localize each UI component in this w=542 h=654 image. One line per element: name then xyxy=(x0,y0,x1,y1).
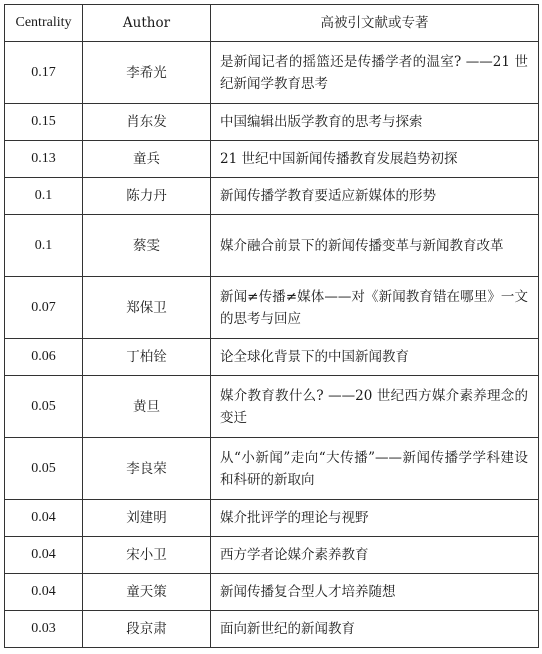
work-cell: 新闻传播复合型人才培养随想 xyxy=(211,574,539,611)
centrality-cell: 0.04 xyxy=(5,500,83,537)
table-body xyxy=(5,42,539,648)
centrality-cell: 0.1 xyxy=(5,178,83,215)
author-cell: 黄旦 xyxy=(83,376,211,438)
author-cell: 蔡雯 xyxy=(83,215,211,277)
table-row xyxy=(5,277,539,339)
centrality-cell: 0.04 xyxy=(5,574,83,611)
citation-table xyxy=(4,4,539,648)
author-cell: 宋小卫 xyxy=(83,537,211,574)
table-row xyxy=(5,42,539,104)
centrality-cell: 0.1 xyxy=(5,215,83,277)
centrality-cell: 0.13 xyxy=(5,141,83,178)
author-cell: 李良荣 xyxy=(83,438,211,500)
centrality-cell: 0.05 xyxy=(5,376,83,438)
author-cell: 陈力丹 xyxy=(83,178,211,215)
header-author: Author xyxy=(83,5,211,42)
author-cell: 丁柏铨 xyxy=(83,339,211,376)
author-cell: 童兵 xyxy=(83,141,211,178)
centrality-cell: 0.07 xyxy=(5,277,83,339)
work-cell: 从“小新闻”走向“大传播”——新闻传播学学科建设和科研的新取向 xyxy=(211,438,539,500)
centrality-cell: 0.17 xyxy=(5,42,83,104)
centrality-cell: 0.05 xyxy=(5,438,83,500)
work-cell: 面向新世纪的新闻教育 xyxy=(211,611,539,648)
work-cell: 论全球化背景下的中国新闻教育 xyxy=(211,339,539,376)
table-row xyxy=(5,104,539,141)
table-row xyxy=(5,611,539,648)
table-row xyxy=(5,376,539,438)
table-row xyxy=(5,500,539,537)
author-cell: 童天策 xyxy=(83,574,211,611)
header-centrality: Centrality xyxy=(5,5,83,42)
table-row xyxy=(5,215,539,277)
author-cell: 郑保卫 xyxy=(83,277,211,339)
table-row xyxy=(5,438,539,500)
work-cell: 中国编辑出版学教育的思考与探索 xyxy=(211,104,539,141)
author-cell: 刘建明 xyxy=(83,500,211,537)
author-cell: 段京肃 xyxy=(83,611,211,648)
centrality-cell: 0.03 xyxy=(5,611,83,648)
header-work: 高被引文献或专著 xyxy=(211,5,539,42)
work-cell: 西方学者论媒介素养教育 xyxy=(211,537,539,574)
work-cell: 媒介批评学的理论与视野 xyxy=(211,500,539,537)
work-cell: 媒介融合前景下的新闻传播变革与新闻教育改革 xyxy=(211,215,539,277)
work-cell: 新闻传播学教育要适应新媒体的形势 xyxy=(211,178,539,215)
work-cell: 是新闻记者的摇篮还是传播学者的温室? ——21 世纪新闻学教育思考 xyxy=(211,42,539,104)
header-row xyxy=(5,5,539,42)
table-row xyxy=(5,178,539,215)
work-cell: 媒介教育教什么? ——20 世纪西方媒介素养理念的变迁 xyxy=(211,376,539,438)
table-row xyxy=(5,537,539,574)
centrality-cell: 0.15 xyxy=(5,104,83,141)
table-row xyxy=(5,339,539,376)
work-cell: 新闻≠传播≠媒体——对《新闻教育错在哪里》一文的思考与回应 xyxy=(211,277,539,339)
author-cell: 肖东发 xyxy=(83,104,211,141)
centrality-cell: 0.06 xyxy=(5,339,83,376)
table-row xyxy=(5,141,539,178)
centrality-cell: 0.04 xyxy=(5,537,83,574)
author-cell: 李希光 xyxy=(83,42,211,104)
table-row xyxy=(5,574,539,611)
work-cell: 21 世纪中国新闻传播教育发展趋势初探 xyxy=(211,141,539,178)
